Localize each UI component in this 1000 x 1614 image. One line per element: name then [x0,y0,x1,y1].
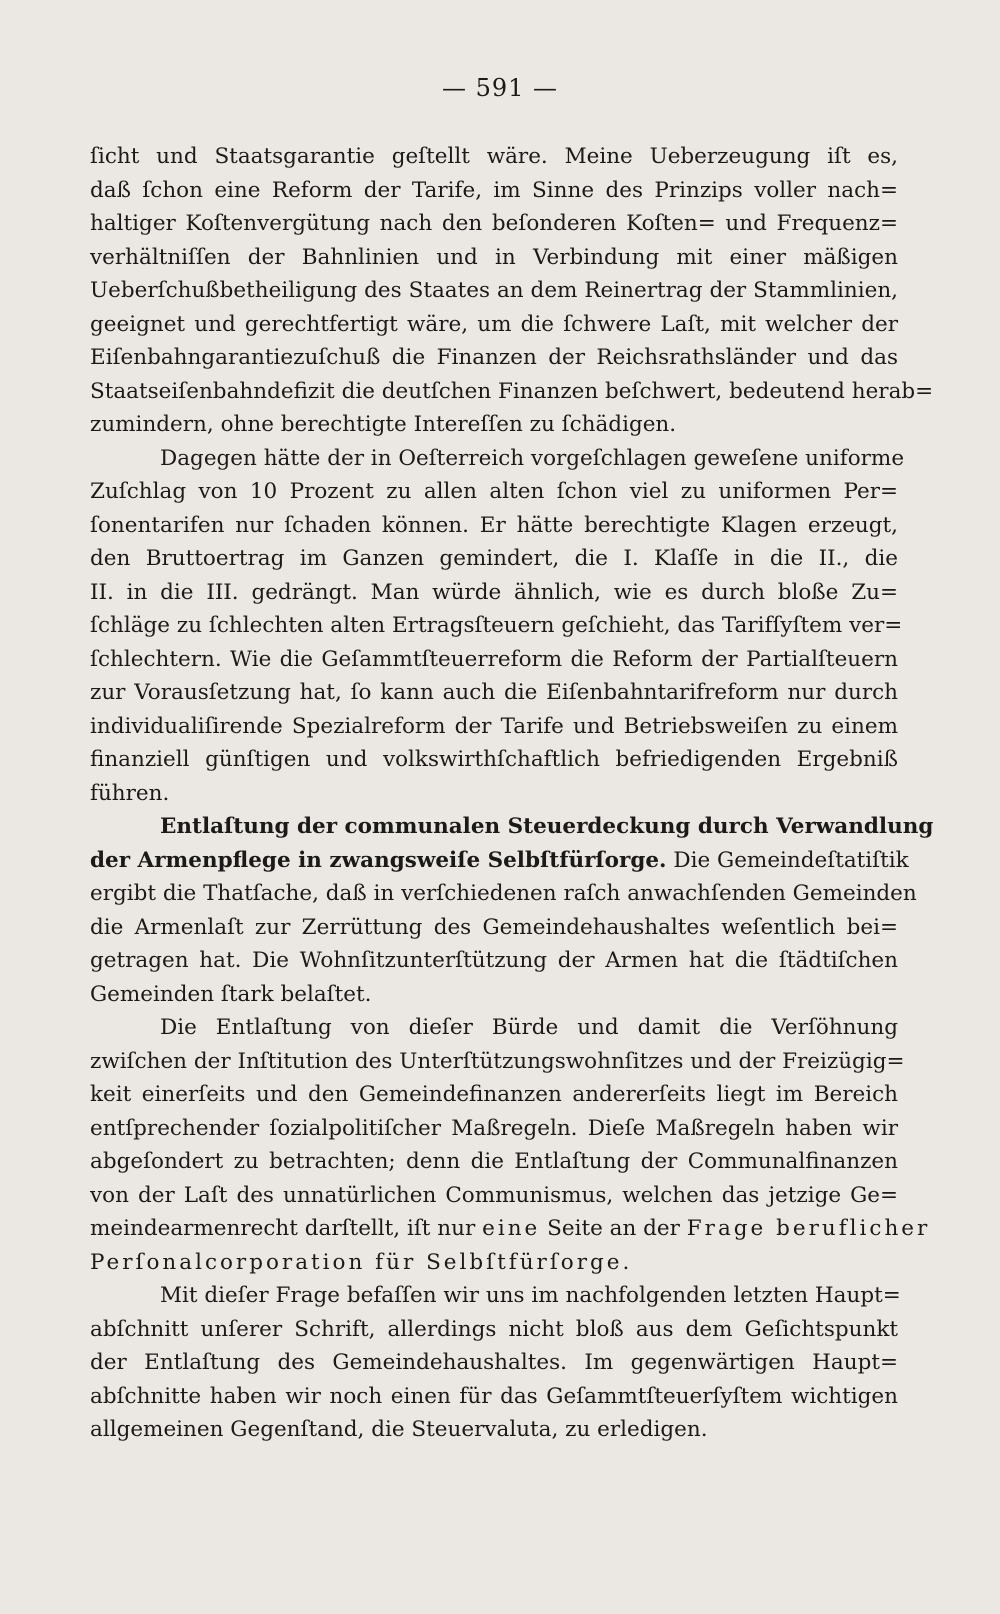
text-line: zur Vorausſetzung hat, ſo kann auch die Eiſenbahntarifreform nur durch [90,680,898,705]
text-line: ſicht und Staatsgarantie geſtellt wäre. Meine Ueberzeugung iſt es, [90,144,898,169]
text-line: II. in die III. gedrängt. Man würde ähnlich, wie es durch bloße Zu= [90,579,898,605]
text-line: getragen hat. Die Wohnſitzunterſtützung der Armen hat die ſtädtiſchen [90,948,898,973]
text-line: finanziell günſtigen und volkswirthſchaftlich befriedigenden Ergebniß [90,747,898,772]
text-line: abſchnitt unſerer Schrift, allerdings nicht bloß aus dem Geſichtspunkt [90,1316,898,1342]
text-line: individualiſirende Spezialreform der Tarife und Betriebsweiſen zu einem [90,713,898,739]
text-line: ſchläge zu ſchlechten alten Ertragsſteuern geſchieht, das Tarifſyſtem ver= [90,613,903,638]
paragraph-start: Dagegen hätte der in Oeſterreich vorgeſchlagen geweſene uniforme [160,445,905,471]
text-line: entſprechender ſozialpolitiſcher Maßregeln. Dieſe Maßregeln haben wir [90,1115,898,1141]
text-line: den Bruttoertrag im Ganzen gemindert, die I. Klaſſe in die II., die [90,546,898,571]
text-line: der Entlaſtung des Gemeindehaushaltes. Im gegenwärtigen Haupt= [90,1350,898,1375]
text-line: keit einerſeits und den Gemeindefinanzen andererſeits liegt im Bereich [90,1082,898,1107]
text-line: abgeſondert zu betrachten; denn die Entlaſtung der Communalfinanzen [90,1149,898,1174]
text-line: ergibt die Thatſache, daß in verſchiedenen raſch anwachſenden Gemeinden [90,881,917,906]
text-line: zwiſchen der Inſtitution des Unterſtützungswohnſitzes und der Freizügig= [90,1048,905,1074]
text-line: haltiger Koſtenvergütung nach den beſonderen Koſten= und Frequenz= [90,211,898,236]
section-heading-continued: der Armenpflege in zwangsweiſe Selbſtfürſorge. [90,847,667,873]
text-line: Ueberſchußbetheiligung des Staates an dem Reinertrag der Stammlinien, [90,278,898,303]
text-line: verhältniſſen der Bahnlinien und in Verbindung mit einer mäßigen [90,244,898,270]
paragraph-start: Mit dieſer Frage befaſſen wir uns im nachfolgenden letzten Haupt= [160,1283,901,1308]
text-line: von der Laſt des unnatürlichen Communismus, welchen das jetzige Ge= [90,1182,898,1208]
text-line: Eiſenbahngarantiezuſchuß die Finanzen der Reichsrathsländer und das [90,345,898,370]
text-line: Zuſchlag von 10 Prozent zu allen alten ſchon viel zu uniformen Per= [90,479,898,504]
text-line: ſonentarifen nur ſchaden können. Er hätte berechtigte Klagen erzeugt, [90,512,898,538]
text-line: zumindern, ohne berechtigte Intereſſen zu ſchädigen. [90,412,677,437]
text-line: Staatseiſenbahndefizit die deutſchen Finanzen beſchwert, bedeutend herab= [90,378,934,404]
text-line: die Armenlaſt zur Zerrüttung des Gemeindehaushaltes weſentlich bei= [90,914,898,940]
text-line: Gemeinden ſtark belaſtet. [90,981,372,1007]
text-fragment: Die Gemeindeſtatiſtik [673,847,909,873]
text-fragment: Seite an der [547,1216,680,1241]
text-line: geeignet und gerechtfertigt wäre, um die ſchwere Laſt, mit welcher der [90,311,898,337]
paragraph-start: Die Entlaſtung von dieſer Bürde und damit die Verſöhnung [160,1015,898,1040]
section-heading-line [90,844,909,878]
section-heading: Entlaſtung der communalen Steuerdeckung durch Verwandlung [160,814,934,839]
emphasized-text: eine [482,1216,541,1241]
body-text [90,140,934,1447]
text-line: führen. [90,780,170,806]
emphasized-text: Frage beruflicher [686,1216,931,1241]
text-line: allgemeinen Gegenſtand, die Steuervaluta, zu erledigen. [90,1417,708,1442]
text-fragment: meindearmenrecht darſtellt, iſt nur [90,1216,476,1241]
emphasized-line: Perſonalcorporation für Selbſtfürſorge. [90,1249,633,1275]
text-line: ſchlechtern. Wie die Geſammtſteuerreform die Reform der Partialſteuern [90,646,898,672]
text-line: abſchnitte haben wir noch einen für das Geſammtſteuerſyſtem wichtigen [90,1383,898,1409]
mixed-spacing-line [90,1212,931,1246]
page-number: — 591 — [441,74,559,102]
text-line: daß ſchon eine Reform der Tarife, im Sinne des Prinzips voller nach= [90,177,898,203]
